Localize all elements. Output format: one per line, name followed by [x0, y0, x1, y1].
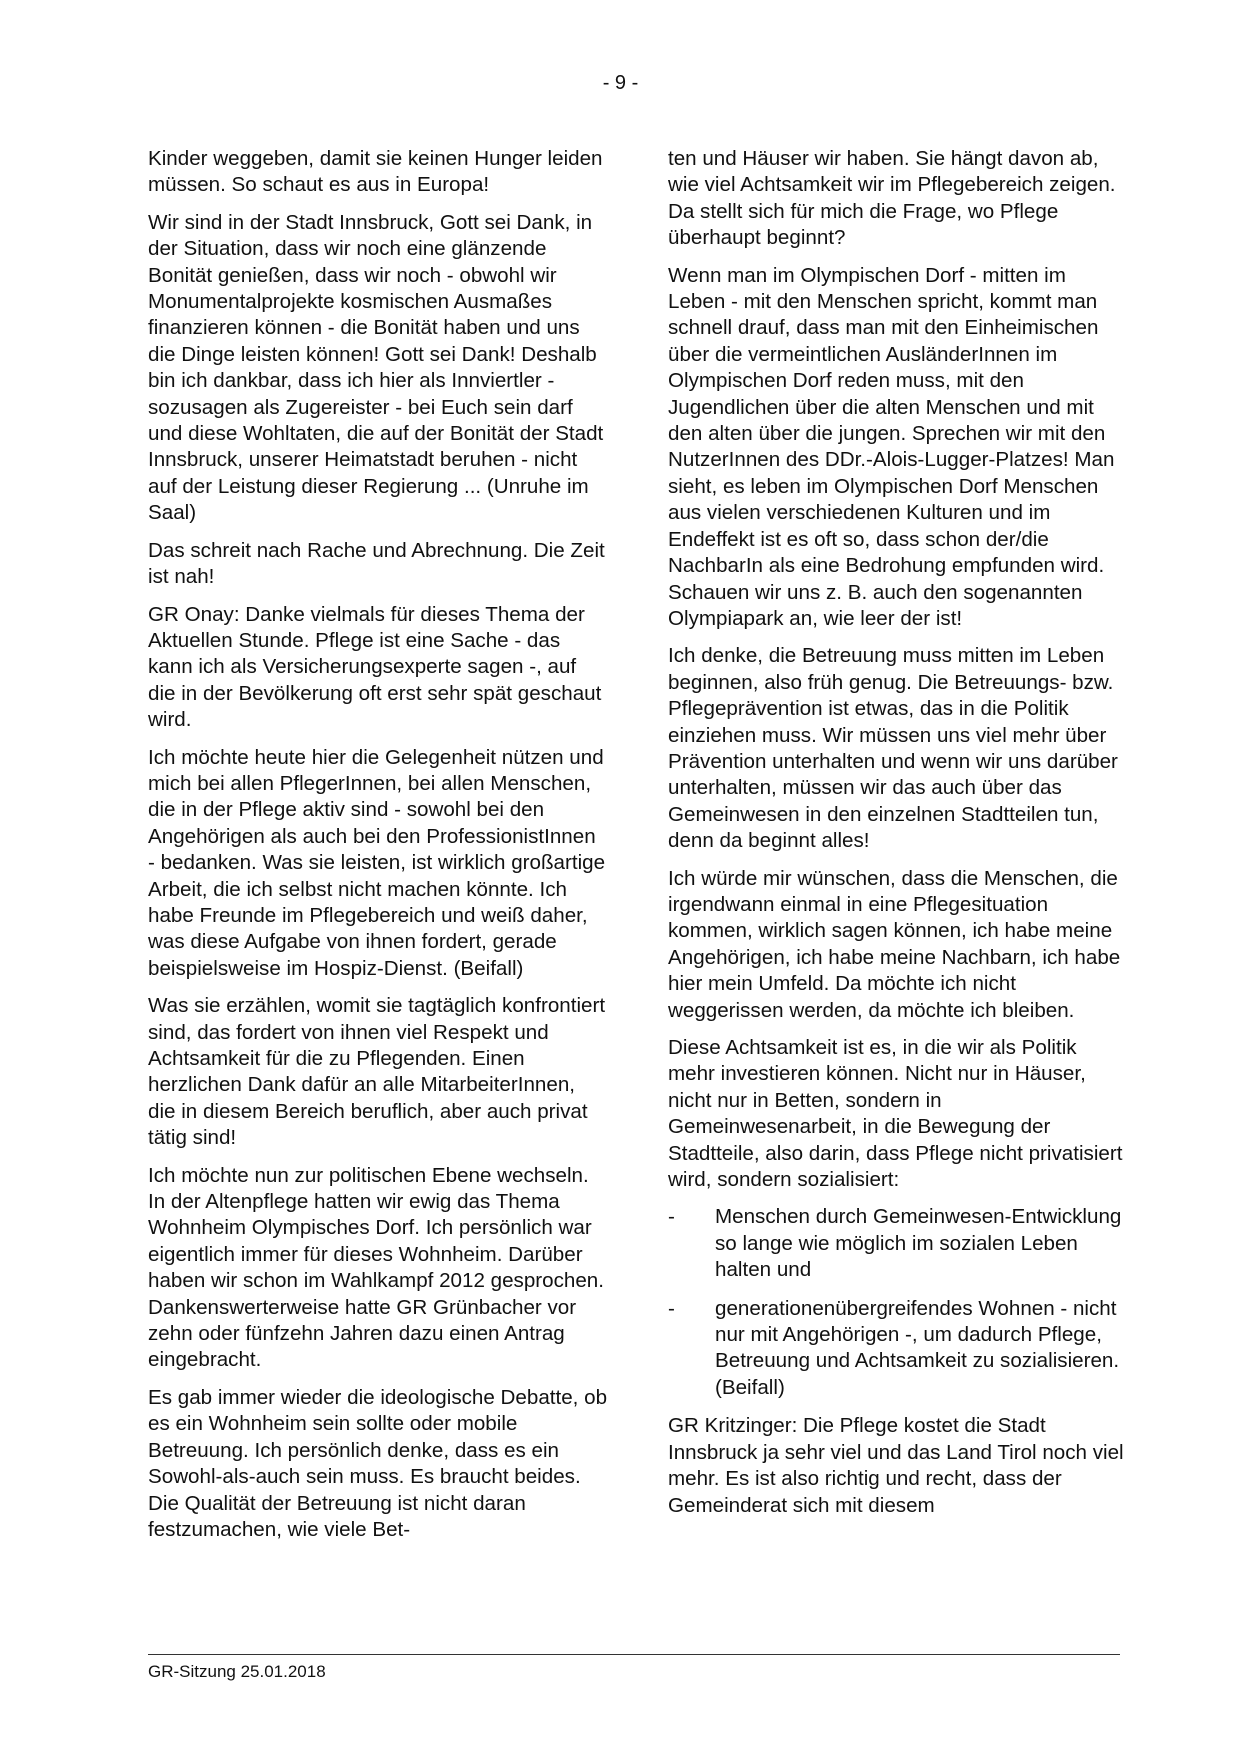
paragraph: Ich denke, die Betreuung muss mitten im Leben beginnen, also früh genug. Die Betreuungs- bzw. Pflegeprävention ist etwas, das in die Politik einziehen muss. Wir müssen uns viel mehr über Prävention unterhalten und wenn wir uns darüber unterhalten, müssen wir das auch über das Gemeinwesen in den einzelnen Stadtteilen tun, denn da beginnt alles!	[668, 644, 1118, 853]
paragraph: Ich würde mir wünschen, dass die Menschen, die irgendwann einmal in eine Pflegesituation kommen, wirklich sagen können, ich habe meine Angehörigen, ich habe meine Nachbarn, ich habe hier mein Umfeld. Da möchte ich nicht weggerissen werden, da möchte ich bleiben.	[668, 866, 1121, 1022]
footer-session-date: GR-Sitzung 25.01.2018	[148, 1662, 326, 1681]
paragraph: Wir sind in der Stadt Innsbruck, Gott sei Dank, in der Situation, dass wir noch eine glänzende Bonität genießen, dass wir noch - obwohl wir Monumentalprojekte kosmischen Ausmaßes finanzieren können - die Bonität haben und uns die Dinge leisten können! Gott sei Dank! Deshalb bin ich dankbar, dass ich hier als Innviertler - sozusagen als Zugereister - bei Euch sein darf und diese Wohltaten, die auf der Bonität der Stadt Innsbruck, unserer Heimatstadt beruhen - nicht auf der Leistung dieser Regierung ... (Unruhe im Saal)	[148, 210, 604, 525]
paragraph: Ich möchte heute hier die Gelegenheit nützen und mich bei allen PflegerInnen, bei allen Menschen, die in der Pflege aktiv sind - sowohl bei den Angehörigen als auch bei den ProfessionistInnen - bedanken. Was sie leisten, ist wirklich großartige Arbeit, die ich selbst nicht machen könnte. Ich habe Freunde im Pflegebereich und weiß daher, was diese Aufgabe von ihnen fordert, gerade beispielsweise im Hospiz-Dienst. (Beifall)	[148, 745, 606, 980]
list-item-text: Menschen durch Gemeinwesen-Entwicklung so lange wie möglich im sozialen Leben halten und	[715, 1205, 1122, 1282]
right-column	[668, 146, 1128, 1530]
list-dash: -	[668, 1296, 675, 1320]
paragraph: Ich möchte nun zur politischen Ebene wechseln. In der Altenpflege hatten wir ewig das Thema Wohnheim Olympisches Dorf. Ich persönlich war eigentlich immer für dieses Wohnheim. Darüber haben wir schon im Wahlkampf 2012 gesprochen. Dankenswerterweise hatte GR Grünbacher vor zehn oder fünfzehn Jahren dazu einen Antrag eingebracht.	[148, 1163, 604, 1372]
dash-list	[668, 1204, 1128, 1401]
paragraph: GR Kritzinger: Die Pflege kostet die Stadt Innsbruck ja sehr viel und das Land Tirol noch viel mehr. Es ist also richtig und recht, dass der Gemeinderat sich mit diesem	[668, 1414, 1124, 1517]
paragraph: Kinder weggeben, damit sie keinen Hunger leiden müssen. So schaut es aus in Europa!	[148, 147, 603, 197]
paragraph: Was sie erzählen, womit sie tagtäglich konfrontiert sind, das fordert von ihnen viel Respekt und Achtsamkeit für die zu Pflegenden. Einen herzlichen Dank dafür an alle MitarbeiterInnen, die in diesem Bereich beruflich, aber auch privat tätig sind!	[148, 994, 606, 1150]
paragraph: Wenn man im Olympischen Dorf - mitten im Leben - mit den Menschen spricht, kommt man schnell drauf, dass man mit den Einheimischen über die vermeintlichen AusländerInnen im Olympischen Dorf reden muss, mit den Jugendlichen über die alten Menschen und mit den alten über die jungen. Sprechen wir mit den NutzerInnen des DDr.-Alois-Lugger-Platzes! Man sieht, es leben im Olympischen Dorf Menschen aus vielen verschiedenen Kulturen und im Endeffekt ist es oft so, dass schon der/die NachbarIn als eine Bedrohung empfunden wird. Schauen wir uns z. B. auch den sogenannten Olympiapark an, wie leer der ist!	[668, 263, 1115, 630]
paragraph: ten und Häuser wir haben. Sie hängt davon ab, wie viel Achtsamkeit wir im Pflegebereich zeigen. Da stellt sich für mich die Frage, wo Pflege überhaupt beginnt?	[668, 147, 1116, 250]
paragraph: Das schreit nach Rache und Abrechnung. Die Zeit ist nah!	[148, 538, 605, 589]
page-number: - 9 -	[602, 72, 639, 94]
paragraph: Es gab immer wieder die ideologische Debatte, ob es ein Wohnheim sein sollte oder mobile Betreuung. Ich persönlich denke, dass es ein Sowohl-als-auch sein muss. Es braucht beides. Die Qualität der Betreuung ist nicht daran festzumachen, wie viele Bet-	[148, 1385, 608, 1541]
list-item	[668, 1296, 1128, 1402]
list-item-text: generationenübergreifendes Wohnen - nicht nur mit Angehörigen -, um dadurch Pflege, Betreuung und Achtsamkeit zu sozialisieren. (Beifall)	[715, 1296, 1120, 1399]
paragraph: GR Onay: Danke vielmals für dieses Thema der Aktuellen Stunde. Pflege ist eine Sache - das kann ich als Versicherungsexperte sagen -, auf die in der Bevölkerung oft erst sehr spät geschaut wird.	[148, 602, 602, 732]
list-dash: -	[668, 1205, 675, 1229]
footer-divider	[148, 1654, 1120, 1655]
left-column	[148, 146, 608, 1554]
paragraph: Diese Achtsamkeit ist es, in die wir als Politik mehr investieren können. Nicht nur in Häuser, nicht nur in Betten, sondern in Gemeinwesenarbeit, in die Bewegung der Stadtteile, also darin, dass Pflege nicht privatisiert wird, sondern sozialisiert:	[668, 1036, 1123, 1192]
list-item	[668, 1204, 1128, 1283]
